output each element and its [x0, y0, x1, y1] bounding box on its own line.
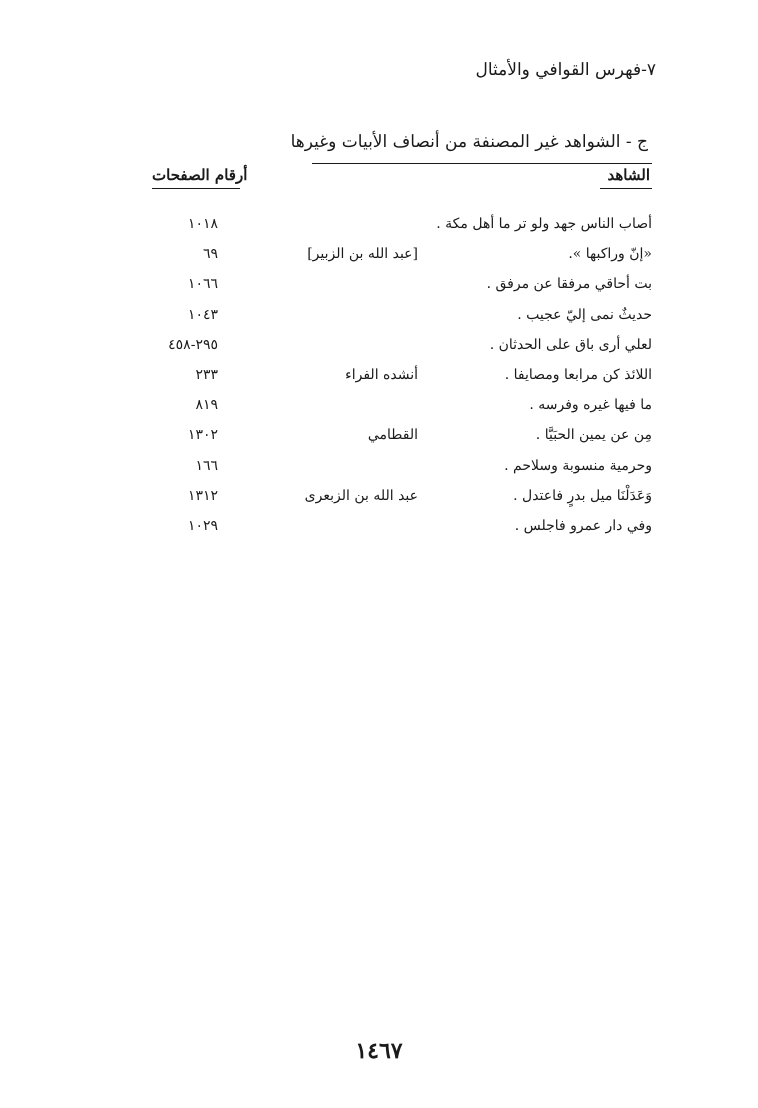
verse-text: حديثٌ نمى إليّ عجيب . — [517, 306, 652, 323]
page-reference: ١٣١٢ — [187, 487, 218, 504]
verse-text: وفي دار عمرو فاجلس . — [514, 518, 652, 534]
poet-name: القطامي — [367, 427, 418, 444]
page-reference: ٦٩ — [202, 246, 218, 263]
table-row — [0, 246, 758, 276]
table-row — [0, 397, 758, 427]
verse-text: مِن عن يمين الحبَيَّا . — [535, 427, 652, 444]
page-reference: ٢٣٣ — [195, 367, 218, 383]
verse-text: اللائذ كن مرابعا ومصايفا . — [504, 367, 652, 383]
page-reference: ١٠٦٦ — [187, 276, 218, 293]
section-title: ج - الشواهد غير المصنفة من أنصاف الأبيات وغيرها — [290, 132, 648, 152]
column-header-pages-underline — [152, 188, 240, 189]
page-reference: ٨١٩ — [195, 397, 218, 414]
column-header-pages: أرقام الصفحات — [152, 166, 248, 184]
table-row — [0, 307, 758, 337]
verse-text: أصاب الناس جهد ولو تر ما أهل مكة . — [436, 216, 652, 232]
verse-text: لعلي أرى باق على الحدثان . — [489, 336, 652, 353]
page-reference: ١٦٦ — [195, 457, 218, 474]
page-header-title: ٧-فهرس القوافي والأمثال — [475, 60, 656, 80]
verse-text: بت أحاقي مرفقا عن مرفق . — [486, 276, 652, 293]
column-header-text-underline — [600, 188, 652, 189]
verse-text: وحرمية منسوبة وسلاحم . — [504, 457, 652, 474]
table-row — [0, 518, 758, 548]
table-row — [0, 216, 758, 246]
table-row — [0, 488, 758, 518]
table-row — [0, 337, 758, 367]
table-row — [0, 367, 758, 397]
table-row — [0, 276, 758, 306]
table-row — [0, 427, 758, 457]
poet-name: [عبد الله بن الزبير] — [307, 246, 418, 263]
page-reference: ١٠٢٩ — [187, 518, 218, 534]
page-number: ١٤٦٧ — [355, 1038, 403, 1064]
section-title-underline — [312, 163, 652, 164]
column-header-text: الشاهد — [607, 166, 650, 184]
page-reference: ٢٩٥-٤٥٨ — [168, 336, 218, 353]
poet-name: أنشده الفراء — [345, 367, 418, 383]
verse-text: وَعَدَلْنَا ميل بدرٍ فاعتدل . — [513, 487, 652, 504]
verse-text: ما فيها غيره وفرسه . — [529, 397, 652, 414]
table-row — [0, 458, 758, 488]
page-reference: ١٠١٨ — [187, 216, 218, 232]
verse-text: «إنّ وراكبها ». — [568, 246, 652, 263]
page-reference: ١٠٤٣ — [187, 306, 218, 323]
poet-name: عبد الله بن الزبعرى — [304, 487, 418, 504]
page-reference: ١٣٠٢ — [187, 427, 218, 444]
